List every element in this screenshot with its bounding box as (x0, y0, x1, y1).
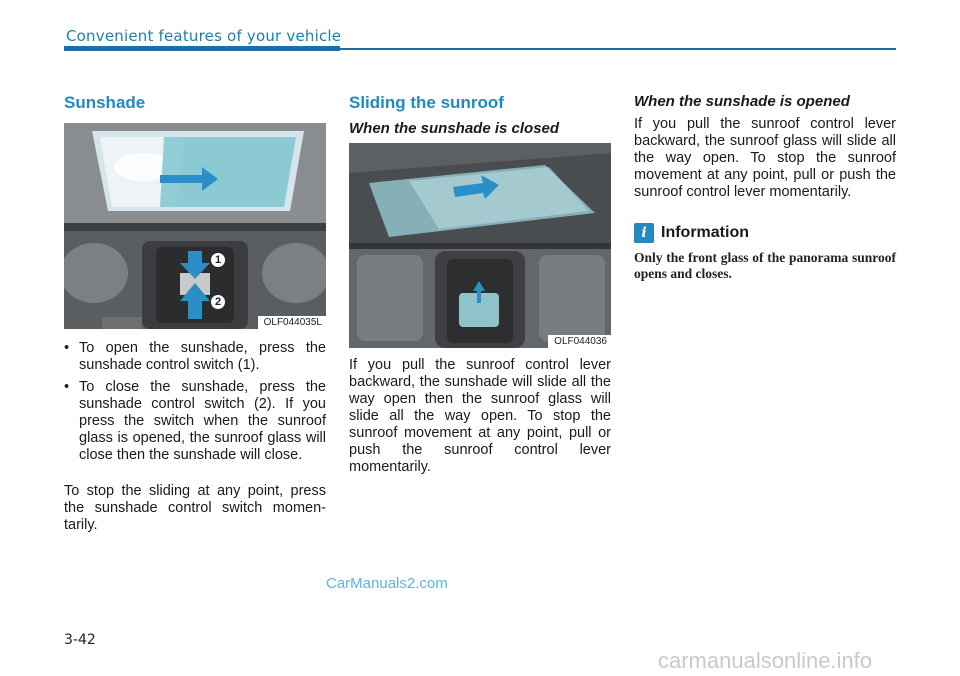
list-item: • To open the sunshade, press the sunshade control switch (1). (64, 340, 326, 373)
sunshade-photo (64, 123, 326, 329)
sunshade-paragraph: To stop the sliding at any point, press the sunshade control switch momen-tarily. (64, 483, 326, 533)
opened-paragraph: If you pull the sunroof control lever backward, the sunroof glass will slide all the way open. To stop the sunroof movement at any point, pull or push the sunroof control lever momentarily. (634, 116, 896, 200)
header-rule-thin (340, 48, 896, 50)
photo-code: OLF044036 (548, 335, 611, 348)
callout-2: 2 (211, 295, 225, 309)
bullet-icon: • (64, 340, 70, 356)
callout-1: 1 (211, 253, 225, 267)
sunshade-opened-subheading: When the sunshade is opened (634, 93, 850, 110)
information-title: Information (661, 224, 749, 241)
sunshade-bullet-list (64, 340, 326, 469)
sunshade-closed-subheading: When the sunshade is closed (349, 120, 560, 137)
sliding-photo (349, 143, 611, 348)
sunshade-heading: Sunshade (64, 93, 146, 112)
page-number: 3-42 (64, 632, 96, 648)
list-item: • To close the sunshade, press the sunshade control switch (2). If you press the switch when the sunroof glass is opened, the sunroof glass will close then the sunshade will close. (64, 379, 326, 463)
site-watermark[interactable]: CarManuals2.com (326, 575, 448, 592)
information-text: Only the front glass of the panorama sunroof opens and closes. (634, 250, 896, 281)
bullet-icon: • (64, 379, 70, 395)
bottom-watermark: carmanualsonline.info (658, 648, 873, 673)
info-icon: i (634, 223, 654, 243)
section-title: Convenient features of your vehicle (66, 27, 342, 45)
photo-code: OLF044035L (258, 316, 326, 329)
sliding-heading: Sliding the sunroof (349, 93, 504, 112)
header-rule-thick (64, 46, 340, 51)
sliding-paragraph: If you pull the sunroof control lever backward, the sunshade will slide all the way open then the sunroof glass will slide all the way open. To stop the sunroof movement at any point, pull or push the sunroof control lever momentarily. (349, 357, 611, 475)
